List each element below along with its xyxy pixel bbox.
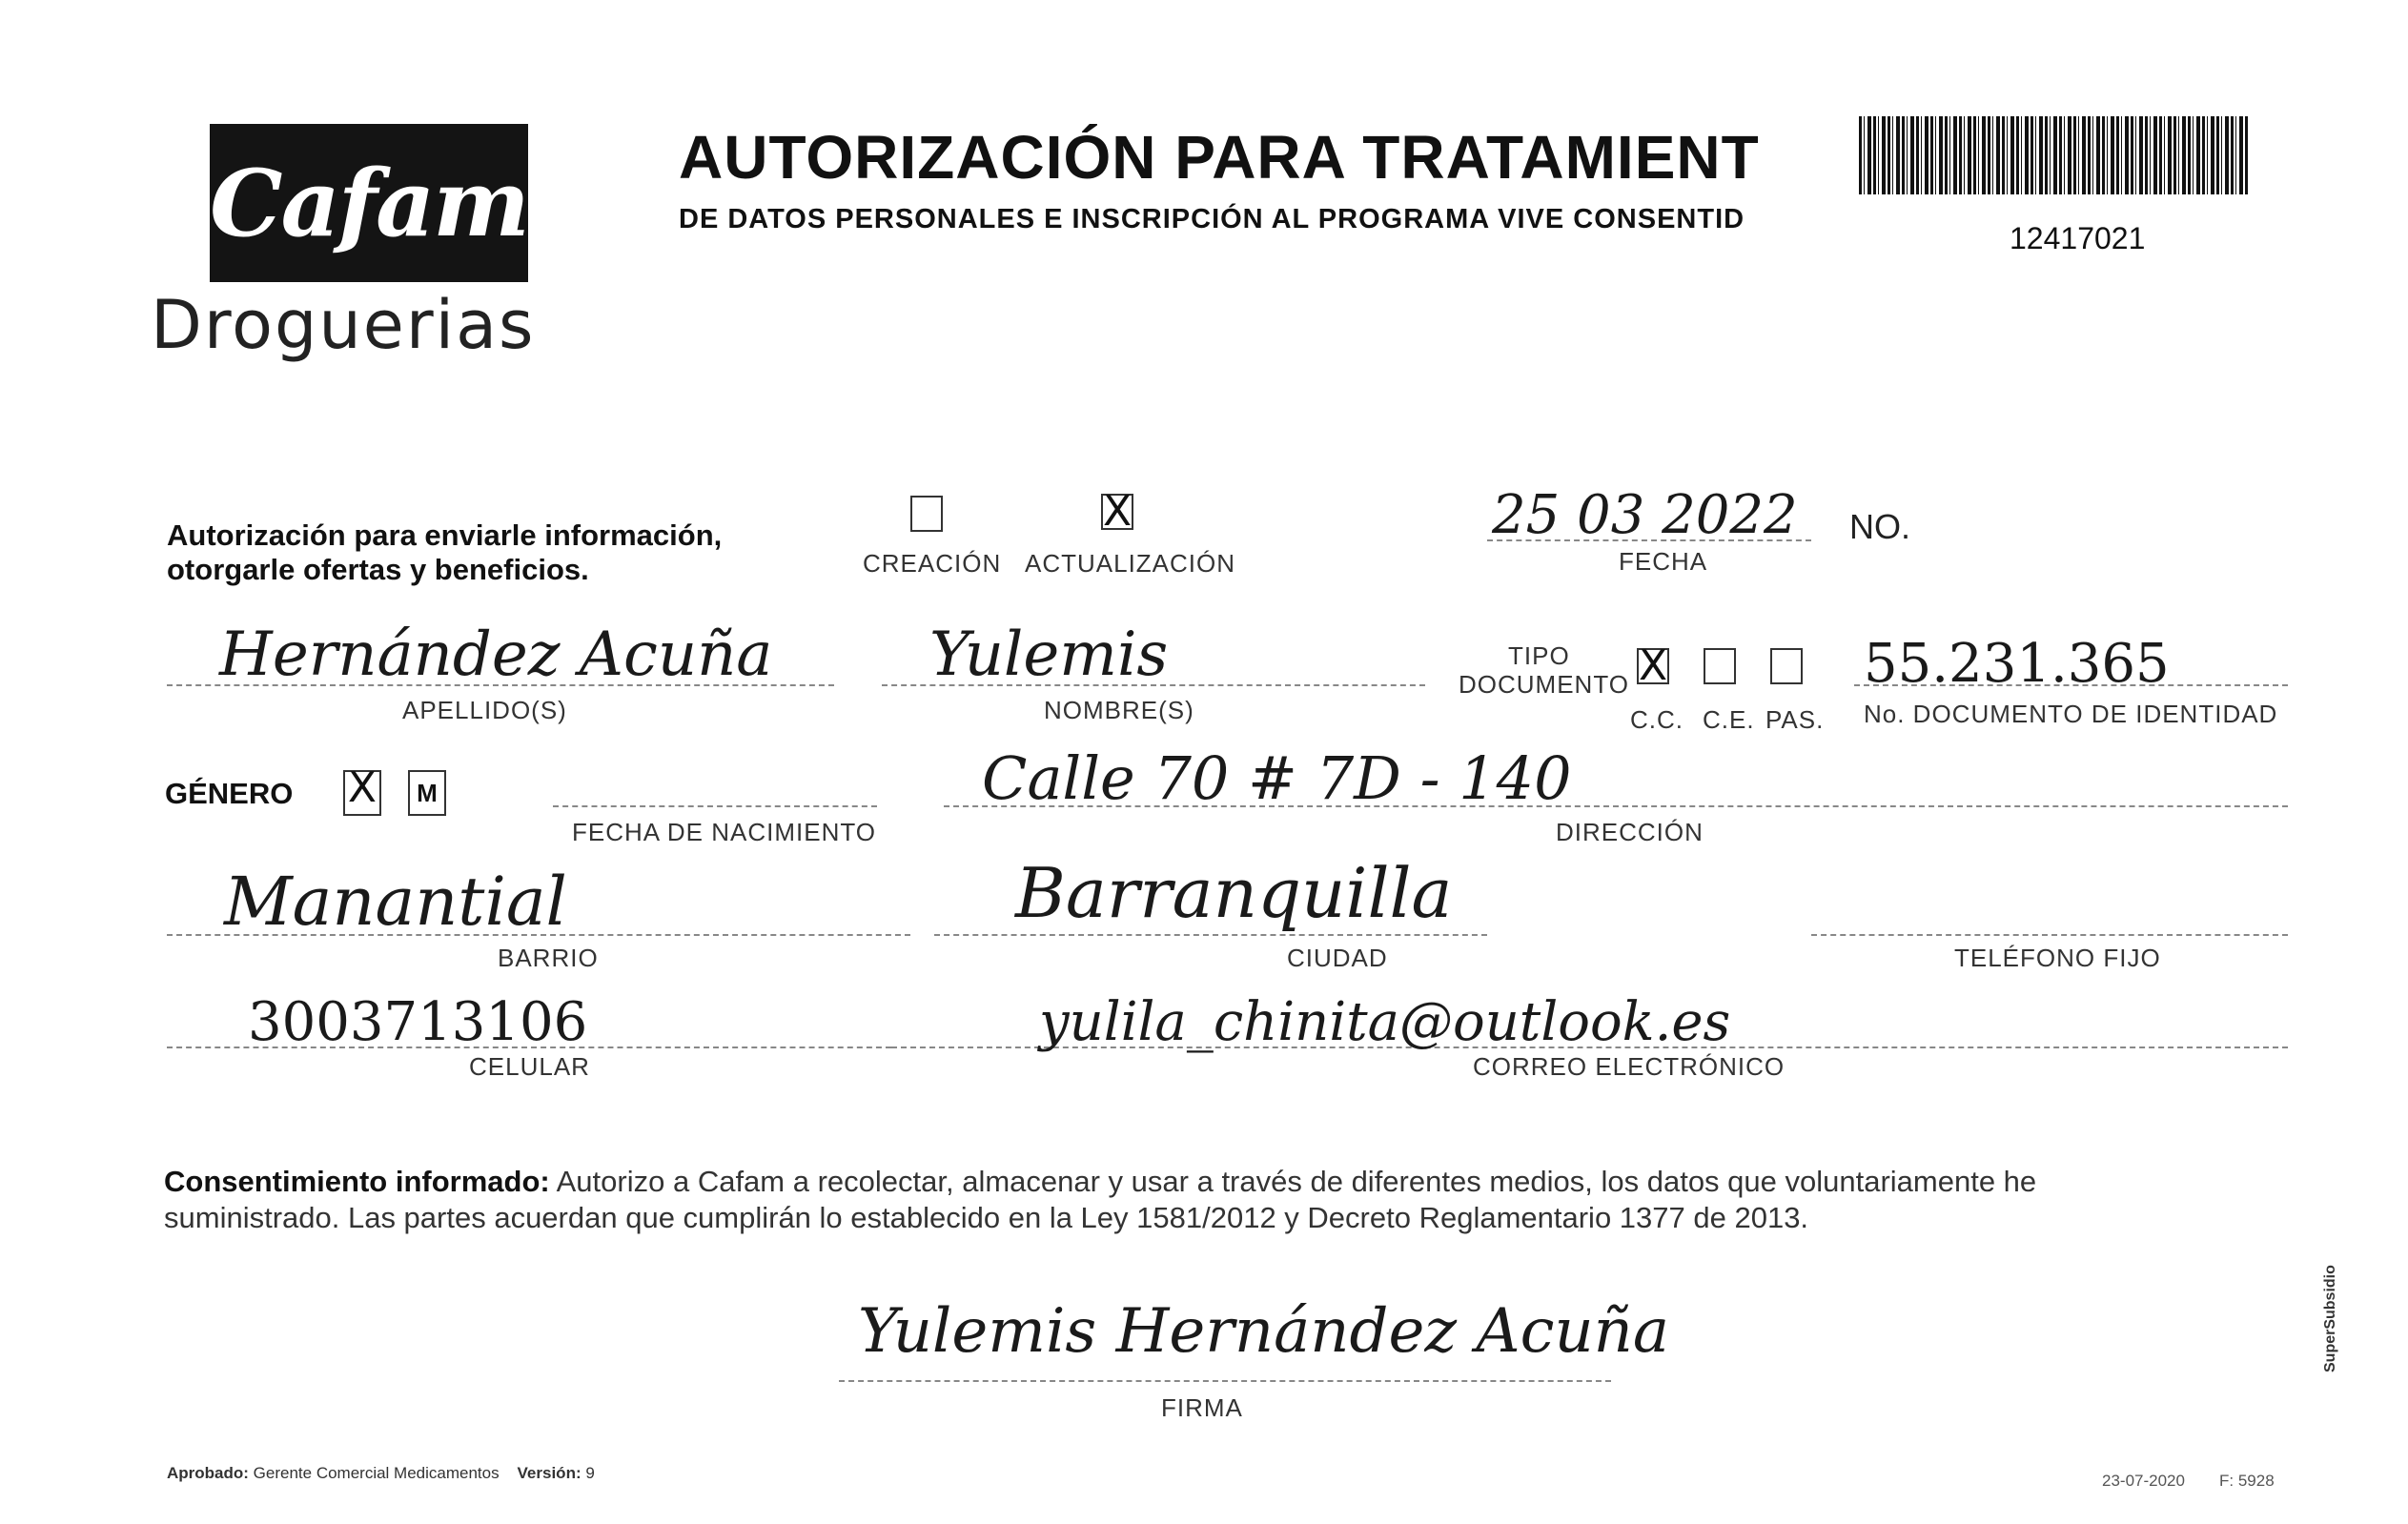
firma-label: FIRMA <box>1161 1393 1243 1422</box>
creacion-label: CREACIÓN <box>863 549 1002 578</box>
nombres-value[interactable]: Yulemis <box>929 620 1169 690</box>
direccion-value[interactable]: Calle 70 # 7D - 140 <box>982 743 1572 813</box>
side-text: SuperSubsidio <box>2322 1265 2338 1372</box>
firma-line <box>839 1380 1611 1382</box>
nombres-label: NOMBRE(S) <box>1044 696 1194 724</box>
celular-value[interactable]: 3003713106 <box>248 991 588 1053</box>
id-label: No. DOCUMENTO DE IDENTIDAD <box>1864 700 2278 728</box>
tipo-label: TIPO <box>1508 641 1570 670</box>
consent-heading: Consentimiento informado: <box>164 1165 550 1198</box>
cafam-logo <box>210 124 528 282</box>
genero-label: GÉNERO <box>165 777 294 810</box>
barrio-value[interactable]: Manantial <box>224 863 567 941</box>
cc-label: C.C. <box>1630 705 1684 734</box>
fecha-label: FECHA <box>1619 547 1708 576</box>
pas-checkbox[interactable] <box>1770 648 1803 684</box>
footer-form-code: F: 5928 <box>2219 1472 2275 1490</box>
aprobado-value: Gerente Comercial Medicamentos <box>253 1464 500 1482</box>
barrio-label: BARRIO <box>498 944 599 972</box>
documento-label: DOCUMENTO <box>1459 670 1629 699</box>
direccion-label: DIRECCIÓN <box>1556 818 1704 846</box>
firma-value[interactable]: Yulemis Hernández Acuña <box>858 1296 1670 1367</box>
ciudad-value[interactable]: Barranquilla <box>1015 853 1453 933</box>
actualizacion-checkbox[interactable]: X <box>1103 487 1133 536</box>
form-subtitle: DE DATOS PERSONALES E INSCRIPCIÓN AL PROGRAMA VIVE CONSENTID <box>679 204 1745 234</box>
fecha-value[interactable]: 25 03 2022 <box>1492 484 1798 546</box>
celular-label: CELULAR <box>469 1052 590 1081</box>
actualizacion-label: ACTUALIZACIÓN <box>1025 549 1236 578</box>
genero-f-checkbox[interactable]: X <box>343 770 381 816</box>
barcode-number: 12417021 <box>2010 221 2146 255</box>
footer-date-code: 23-07-2020 <box>2102 1472 2185 1490</box>
telefono-line <box>1811 934 2288 936</box>
nacimiento-label: FECHA DE NACIMIENTO <box>572 818 877 846</box>
consent-body-line2: suministrado. Las partes acuerdan que cumplirán lo establecido en la Ley 1581/2012 y Decreto Reglamentario 1377 de 2013. <box>164 1201 1809 1234</box>
creacion-checkbox[interactable] <box>910 496 943 532</box>
no-label: NO. <box>1849 507 1911 546</box>
consent-line1 <box>164 1165 2036 1199</box>
apellidos-value[interactable]: Hernández Acuña <box>219 620 773 690</box>
barcode <box>1859 116 2250 194</box>
logo-text: Cafam <box>210 149 528 257</box>
telefono-label: TELÉFONO FIJO <box>1954 944 2161 972</box>
id-value[interactable]: 55.231.365 <box>1864 633 2170 695</box>
correo-label: CORREO ELECTRÓNICO <box>1473 1052 1786 1081</box>
form-title: AUTORIZACIÓN PARA TRATAMIENT <box>679 123 1760 192</box>
genero-m-label: M <box>417 778 438 807</box>
apellidos-label: APELLIDO(S) <box>402 696 567 724</box>
ciudad-label: CIUDAD <box>1287 944 1388 972</box>
footer-approval <box>167 1464 595 1483</box>
pas-label: PAS. <box>1765 705 1825 734</box>
authorization-text-line2: otorgarle ofertas y beneficios. <box>167 553 589 586</box>
logo-subtext: Droguerias <box>151 286 536 364</box>
version-value: 9 <box>585 1464 595 1482</box>
genero-m-checkbox[interactable] <box>408 770 446 816</box>
authorization-text-line1: Autorización para enviarle información, <box>167 518 723 552</box>
aprobado-label: Aprobado: <box>167 1464 249 1482</box>
nacimiento-line <box>553 805 877 807</box>
cc-checkbox[interactable]: X <box>1639 641 1668 690</box>
ce-checkbox[interactable] <box>1704 648 1736 684</box>
correo-value[interactable]: yulila_chinita@outlook.es <box>1039 991 1731 1053</box>
consent-body-line1: Autorizo a Cafam a recolectar, almacenar y usar a través de diferentes medios, los datos que voluntariamente he <box>556 1165 2037 1198</box>
ciudad-line <box>934 934 1487 936</box>
ce-label: C.E. <box>1703 705 1755 734</box>
version-label: Versión: <box>517 1464 582 1482</box>
fecha-line <box>1487 539 1811 541</box>
